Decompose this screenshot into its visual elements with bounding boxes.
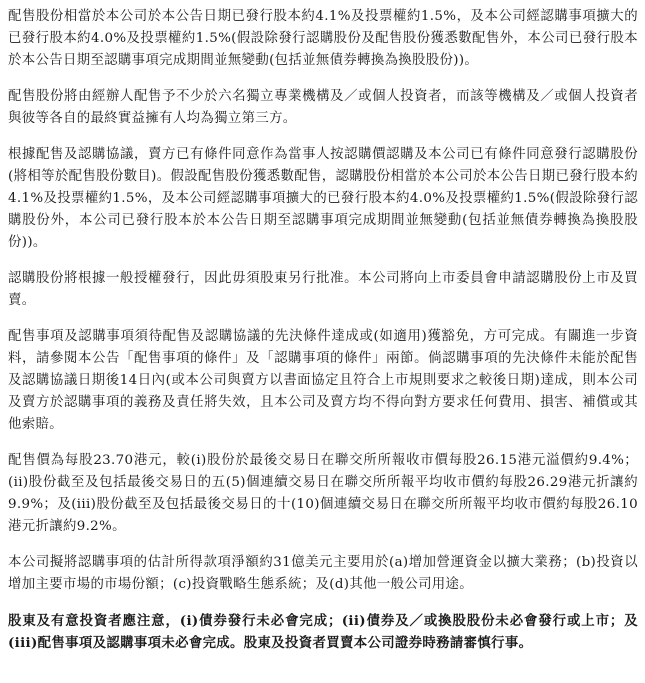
paragraph-subscription-agreement: 根據配售及認購協議，賣方已有條件同意作為當事人按認購價認購及本公司已有條件同意發行認購股份(將相等於配售股份數目)。假設配售股份獲悉數配售，認購股份相當於本公司於本公告日期已發行股本約4.1%及投票權約1.5%，及本公司經認購事項擴大的已發行股本約4.0%及投票權約1.5%(假設除發行認購股份外，本公司已發行股本於本公告日期至認購事項完成期間並無變動(包括並無債券轉換為換股股份))。: [8, 147, 638, 250]
paragraph-warning-notice: 股東及有意投資者應注意，(i)債券發行未必會完成；(ii)債券及／或換股股份未必會發行或上市；及(iii)配售事項及認購事項未必會完成。股東及投資者買賣本公司證券時務請審慎行事。: [8, 613, 638, 651]
paragraph-general-mandate: 認購股份將根據一般授權發行，因此毋須股東另行批准。本公司將向上市委員會申請認購股份上市及買賣。: [8, 271, 638, 308]
paragraph-placees: 配售股份將由經辦人配售予不少於六名獨立專業機構及／或個人投資者，而該等機構及／或個人投資者與彼等各自的最終實益擁有人均為獨立第三方。: [8, 89, 638, 126]
paragraph-conditions: 配售事項及認購事項須待配售及認購協議的先決條件達成或(如適用)獲豁免，方可完成。有關進一步資料，請參閱本公告「配售事項的條件」及「認購事項的條件」兩節。倘認購事項的先決條件未能於配售及認購協議日期後14日內(或本公司與賣方以書面協定且符合上市規則要求之較後日期)達成，則本公司及賣方於認購事項的義務及責任將失效，且本公司及賣方均不得向對方要求任何費用、損害、補償或其他索賠。: [8, 329, 638, 432]
paragraph-placing-price: 配售價為每股23.70港元，較(i)股份於最後交易日在聯交所所報收市價每股26.15港元溢價約9.4%；(ii)股份截至及包括最後交易日的五(5)個連續交易日在聯交所所報平均收市價約每股26.29港元折讓約9.9%；及(iii)股份截至及包括最後交易日的十(10)個連續交易日在聯交所所報平均收市價約每股26.10港元折讓約9.2%。: [8, 453, 638, 534]
paragraph-use-of-proceeds: 本公司擬將認購事項的估計所得款項淨額約31億美元主要用於(a)增加營運資金以擴大業務；(b)投資以增加主要市場的市場份額；(c)投資戰略生態系統；及(d)其他一般公司用途。: [8, 555, 638, 592]
announcement-document: [8, 6, 638, 654]
paragraph-placing-shares-percentage: 配售股份相當於本公司於本公告日期已發行股本約4.1%及投票權約1.5%，及本公司經認購事項擴大的已發行股本約4.0%及投票權約1.5%(假設除發行認購股份及配售股份獲悉數配售外，本公司已發行股本於本公告日期至認購事項完成期間並無變動(包括並無債券轉換為換股股份))。: [8, 9, 638, 68]
